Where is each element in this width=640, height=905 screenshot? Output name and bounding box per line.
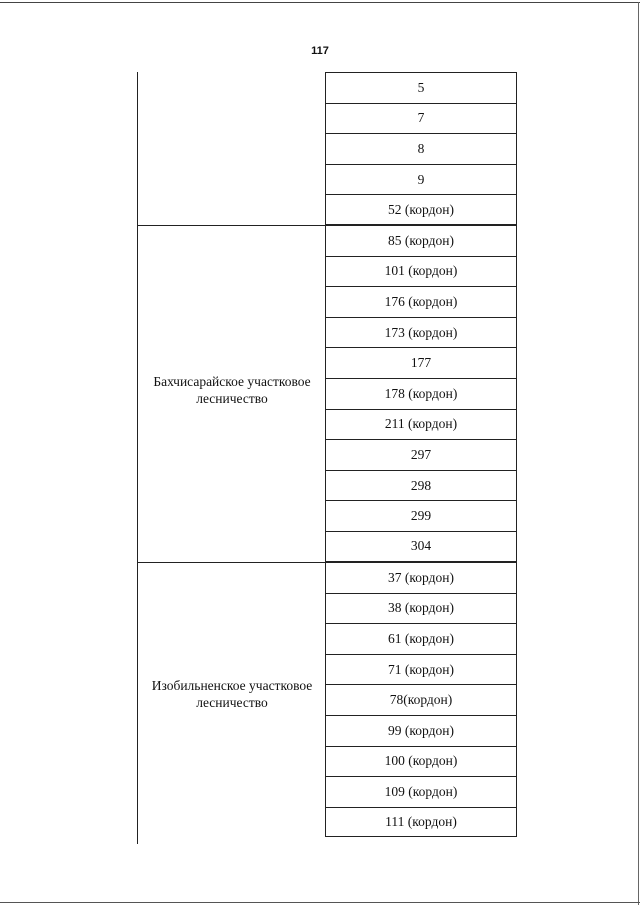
table-group-bakhchisarai bbox=[137, 225, 517, 562]
forestry-name-line1: Бахчисарайское участковое bbox=[153, 374, 311, 389]
quarter-cell: 7 bbox=[326, 103, 516, 134]
quarter-cell: 178 (кордон) bbox=[326, 378, 516, 409]
forestry-name-izobilnoe bbox=[139, 677, 325, 711]
forestry-name-line2: лесничество bbox=[196, 695, 268, 710]
quarter-cell: 71 (кордон) bbox=[326, 654, 516, 685]
page-number: 117 bbox=[311, 45, 329, 57]
group-separator bbox=[137, 562, 325, 563]
quarter-cell: 101 (кордон) bbox=[326, 256, 516, 287]
quarter-cell: 100 (кордон) bbox=[326, 746, 516, 777]
quarter-cell: 8 bbox=[326, 133, 516, 164]
quarter-cells bbox=[325, 72, 517, 225]
page-border-bottom bbox=[0, 902, 640, 903]
quarter-cell: 298 bbox=[326, 470, 516, 501]
quarter-cell: 78(кордон) bbox=[326, 684, 516, 715]
quarter-cell: 177 bbox=[326, 347, 516, 378]
quarter-cell: 9 bbox=[326, 164, 516, 195]
quarter-cell: 52 (кордон) bbox=[326, 194, 516, 225]
table-group-continuation bbox=[137, 72, 517, 225]
table-group-izobilnoe bbox=[137, 562, 517, 844]
quarter-cell: 37 (кордон) bbox=[326, 562, 516, 593]
quarter-cell: 5 bbox=[326, 72, 516, 103]
page-border-top bbox=[0, 2, 640, 3]
quarter-cell: 176 (кордон) bbox=[326, 286, 516, 317]
quarter-cell: 85 (кордон) bbox=[326, 225, 516, 256]
forestry-table bbox=[137, 72, 517, 844]
forestry-name-line1: Изобильненское участковое bbox=[151, 678, 313, 693]
quarter-cells bbox=[325, 225, 517, 562]
quarter-cell: 109 (кордон) bbox=[326, 776, 516, 807]
quarter-cell: 38 (кордон) bbox=[326, 593, 516, 624]
quarter-cell: 299 bbox=[326, 500, 516, 531]
quarter-cell: 173 (кордон) bbox=[326, 317, 516, 348]
quarter-cell: 111 (кордон) bbox=[326, 807, 516, 838]
quarter-cells bbox=[325, 562, 517, 837]
quarter-cell: 99 (кордон) bbox=[326, 715, 516, 746]
quarter-cell: 61 (кордон) bbox=[326, 623, 516, 654]
quarter-cell: 211 (кордон) bbox=[326, 409, 516, 440]
page-border-right bbox=[638, 2, 639, 905]
forestry-name-bakhchisarai bbox=[139, 373, 325, 407]
quarter-cell: 297 bbox=[326, 439, 516, 470]
quarter-cell: 304 bbox=[326, 531, 516, 562]
group-separator bbox=[137, 225, 325, 226]
forestry-name-line2: лесничество bbox=[196, 391, 268, 406]
